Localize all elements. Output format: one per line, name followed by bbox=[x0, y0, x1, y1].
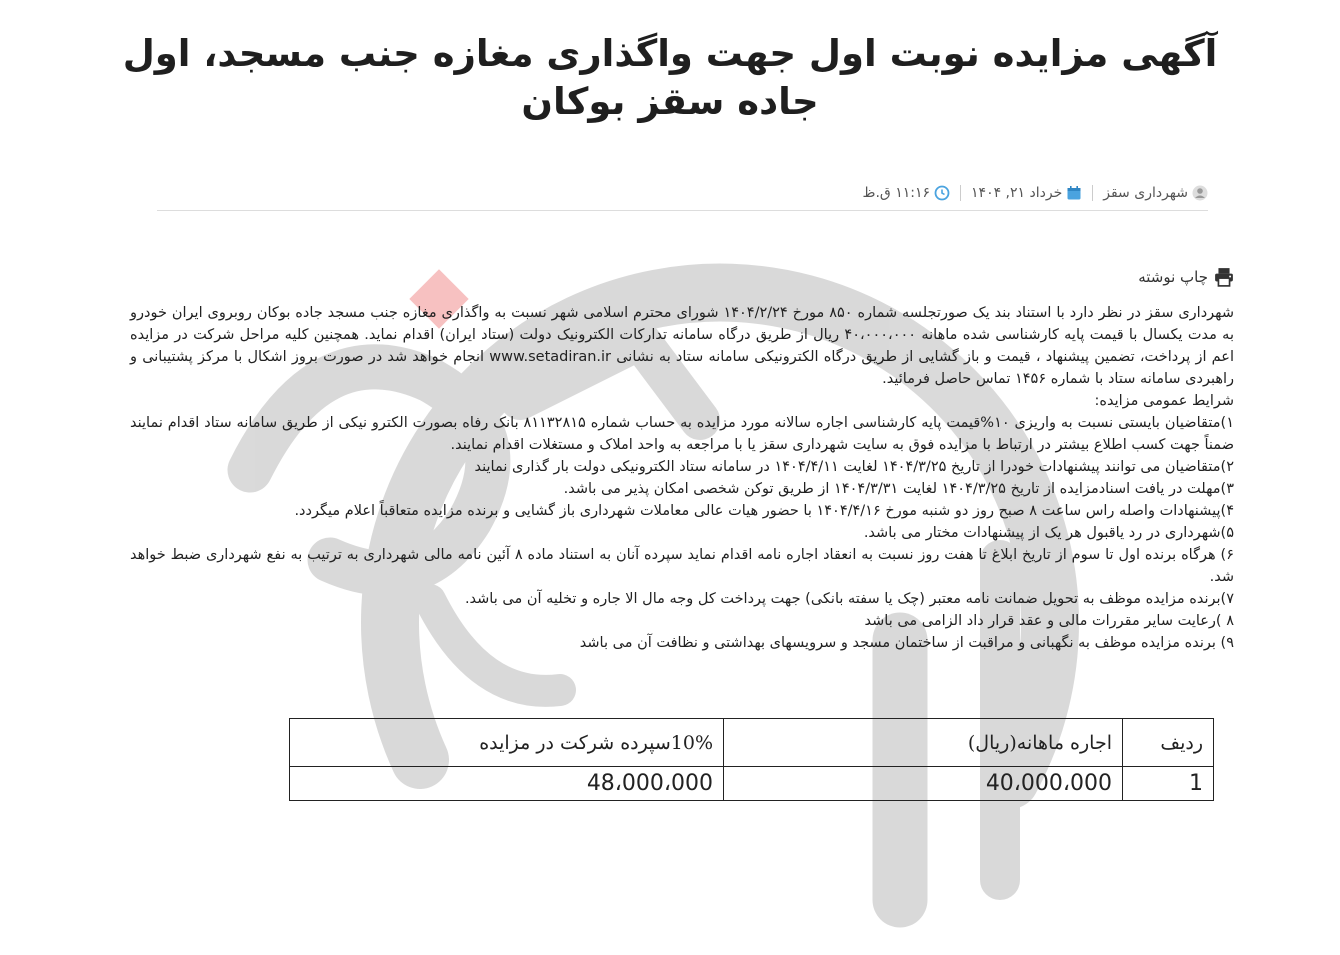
condition-item: ۸ )رعایت سایر مقررات مالی و عقد قرار داد الزامی می باشد bbox=[864, 613, 1234, 629]
column-header-row-number: ردیف bbox=[1123, 719, 1214, 767]
post-date-text: خرداد ۲۱, ۱۴۰۴ bbox=[971, 185, 1063, 201]
header-divider bbox=[157, 210, 1208, 211]
condition-item: ۱)متقاضیان بایستی نسبت به واریزی ۱۰%قیمت پایه کارشناسی اجاره سالانه مورد مزایده به حساب شماره ۸۱۱۳۲۸۱۵ بانک رفاه بصورت الکترو نیکی از طریق سامانه ستاد اقدام نمایند ضمناً جهت کسب اطلاع بیشتر در ارتباط با مزایده فوق به سایت شهرداری سقز یا با مراجعه به واحد املاک و مستغلات اقدام نمایند. bbox=[130, 415, 1234, 453]
post-meta bbox=[863, 181, 1208, 205]
cell-deposit: 48،000،000 bbox=[290, 767, 724, 801]
post-author[interactable] bbox=[1103, 185, 1208, 201]
condition-item: ۴)پیشنهادات واصله راس ساعت ۸ صبح روز دو شنبه مورخ ۱۴۰۴/۴/۱۶ با حضور هیات عالی معاملات شهرداری باز گشایی و برنده مزایده متعاقباً اعلام میگردد. bbox=[294, 503, 1234, 519]
condition-item: ۲)متقاضیان می توانند پیشنهادات خودرا از تاریخ ۱۴۰۴/۳/۲۵ لغایت ۱۴۰۴/۴/۱۱ در سامانه ستاد الکترونیکی دولت بار گذاری نمایند bbox=[474, 459, 1234, 475]
print-button[interactable] bbox=[1138, 267, 1234, 287]
condition-item: ۶) هرگاه برنده اول تا سوم از تاریخ ابلاغ تا هفت روز نسبت به انعقاد اجاره نامه اقدام نماید سپرده آنان به استناد ماده ۸ آئین نامه مالی شهرداری به ترتیب به نفع شهرداری ضبط خواهد شد. bbox=[130, 547, 1234, 585]
intro-paragraph: شهرداری سقز در نظر دارد با استناد بند یک صورتجلسه شماره ۸۵۰ مورخ ۱۴۰۴/۲/۲۴ شورای محترم اسلامی شهر نسبت به واگذاری مغازه جنب مسجد جاده بوکان روبروی ایران خودرو به مدت یکسال با قیمت پایه کارشناسی شده ماهانه ۴۰،۰۰۰،۰۰۰ ریال از طریق درگاه سامانه تدارکات الکترونیک دولت (ستاد ایران) اقدام نماید. همچنین کلیه مراحل شرکت در مزایده اعم از پرداخت، تضمین پیشنهاد ، قیمت و باز گشایی از طریق درگاه الکترونیکی سامانه ستاد به نشانی www.setadiran.ir انجام خواهد شد در صورت بروز اشکال با مرکز پشتیبانی و راهبردی سامانه ستاد با شماره ۱۴۵۶ تماس حاصل فرمائید. bbox=[130, 305, 1234, 387]
calendar-icon bbox=[1066, 185, 1082, 201]
user-icon bbox=[1192, 185, 1208, 201]
column-header-monthly-rent: اجاره ماهانه(ریال) bbox=[724, 719, 1123, 767]
meta-divider bbox=[960, 185, 961, 201]
condition-item: ۵)شهرداری در رد یاقبول هر یک از پیشنهادات مختار می باشد. bbox=[863, 525, 1234, 541]
post-time-text: ۱۱:۱۶ ق.ظ bbox=[862, 185, 931, 201]
printer-icon bbox=[1214, 267, 1234, 287]
condition-item: ۳)مهلت در یافت اسنادمزایده از تاریخ ۱۴۰۴/۳/۲۵ لغایت ۱۴۰۴/۳/۳۱ از طریق توکن شخصی امکان پذیر می باشد. bbox=[563, 481, 1234, 497]
article-body bbox=[130, 302, 1234, 654]
clock-icon bbox=[934, 185, 950, 201]
conditions-heading: شرایط عمومی مزایده: bbox=[1094, 393, 1234, 409]
print-label[interactable]: چاپ نوشته bbox=[1138, 268, 1208, 286]
post-author-name[interactable]: شهرداری سقز bbox=[1103, 185, 1188, 201]
cell-row-number: 1 bbox=[1123, 767, 1214, 801]
post-time bbox=[863, 185, 951, 201]
meta-divider bbox=[1092, 185, 1093, 201]
column-header-deposit: 10%سپرده شرکت در مزایده bbox=[290, 719, 724, 767]
page-title: آگهی مزایده نوبت اول جهت واگذاری مغازه جنب مسجد، اول جاده سقز بوکان bbox=[122, 32, 1218, 123]
condition-item: ۹) برنده مزایده موظف به نگهبانی و مراقبت از ساختمان مسجد و سرویسهای بهداشتی و نظافت آن می باشد bbox=[579, 635, 1234, 651]
table-row bbox=[290, 767, 1214, 801]
post-date bbox=[971, 185, 1082, 201]
condition-item: ۷)برنده مزایده موظف به تحویل ضمانت نامه معتبر (چک یا سفته بانکی) جهت پرداخت کل وجه مال الا جاره و تخلیه آن می باشد. bbox=[464, 591, 1234, 607]
cell-monthly-rent: 40،000،000 bbox=[724, 767, 1123, 801]
table-header-row bbox=[290, 719, 1214, 767]
auction-table bbox=[289, 718, 1214, 801]
